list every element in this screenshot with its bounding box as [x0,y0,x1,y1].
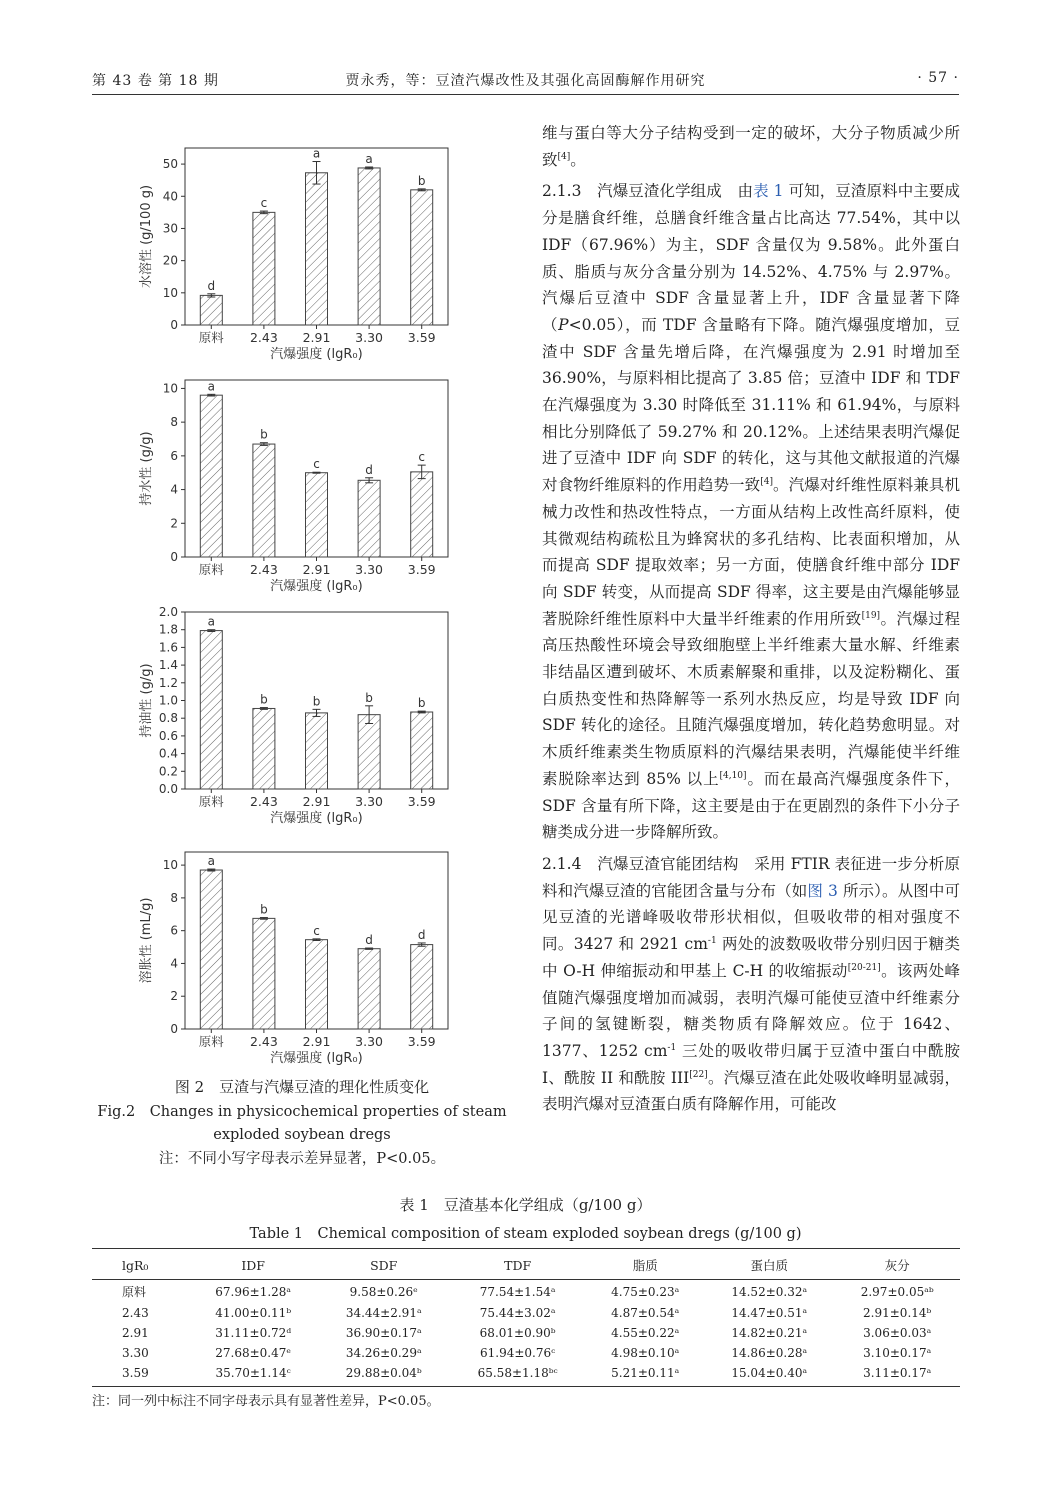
y-tick-label: 1.6 [158,640,178,655]
y-tick-label: 1.2 [158,675,178,690]
y-tick-label: 10 [162,381,178,396]
table-cell: 3.11±0.17ᵃ [834,1363,960,1387]
col-header: 脂质 [586,1249,704,1280]
table-cell: 14.86±0.28ᵃ [731,1346,808,1360]
y-tick-label: 6 [170,923,178,938]
chart-solubility [130,140,460,370]
y-tick-label: 0.2 [158,764,178,779]
x-tick-label: 原料 [198,1034,224,1049]
y-tick-label: 10 [162,858,178,873]
row-label: 2.43 [122,1306,149,1320]
significance-letter: d [207,278,216,293]
y-tick-label: 4 [170,482,178,497]
x-axis-title: 汽爆强度 (lgR₀) [270,347,363,362]
chart-svg [130,372,460,602]
table-cell: 14.47±0.51ᵃ [731,1306,808,1320]
body-paragraph: 维与蛋白等大分子结构受到一定的破坏，大分子物质减少所致[4]。 [542,124,960,169]
bar [253,918,275,1029]
x-tick-label: 3.30 [355,330,384,345]
x-axis-title: 汽爆强度 (lgR₀) [270,1051,363,1066]
y-tick-label: 2.0 [158,605,178,619]
significance-letter: b [365,690,373,705]
table-row [92,1280,960,1304]
col-header: IDF [188,1249,319,1280]
table-cell: 15.04±0.40ᵃ [704,1363,834,1387]
y-tick-label: 1.4 [158,658,178,673]
table-cell: 14.52±0.32ᵃ [731,1284,808,1299]
table-cell: 4.98±0.10ᵃ [611,1346,680,1360]
section-2-1-4: 2.1.4 汽爆豆渣官能团结构 采用 FTIR 表征进一步分析原料和汽爆豆渣的官能团含量与分布（如图 3 所示）。从图中可见豆渣的光谱峰吸收带形状相似，但吸收带的相对强度不同。3427 和 2921 $cm^{-1}$ 两处的波数吸收带分别归因于糖类中 O-H 伸缩振动和甲基上 C-H 的收缩振动[20-21]。该两处峰值随汽爆强度增加而减弱，表明汽爆可能使豆渣中纤维素分子间的氢键断裂，糖类物质有降解效应。位于 1642、1377、1252 $cm^{-1}$ 三处的吸收带归属于豆渣中蛋白中酰胺 I、酰胺 II 和酰胺 III[22]。汽爆豆渣在此处吸收峰明显减弱，表明汽爆对豆渣蛋白质有降解作用，可能改 [542,854,960,1114]
table-cell: 77.54±1.54ᵃ [479,1284,556,1299]
table-cell: 4.75±0.23ᵃ [611,1284,680,1299]
table-cell: 31.11±0.72ᵈ [215,1326,292,1340]
section-2-1-3: 2.1.3 汽爆豆渣化学组成 由表 1 可知，豆渣原料中主要成分是膳食纤维，总膳食纤维含量占比高达 77.54%，其中以 IDF（67.96%）为主，SDF 含量仅为 9.58%。此外蛋白质、脂质与灰分含量分别为 14.52%、4.75% 与 2.97%。汽爆后豆渣中 SDF 含量显著上升，IDF 含量显著下降（P<0.05），而 TDF 含量略有下降。随汽爆强度增加，豆渣中 SDF 含量先增后降，在汽爆强度为 2.91 时增加至 36.90%，与原料相比提高了 3.85 倍；豆渣中 IDF 和 TDF 在汽爆强度为 3.30 时降低至 31.11% 和 61.94%，与原料相比分别降低了 59.27% 和 20.12%。上述结果表明汽爆促进了豆渣中 IDF 向 SDF 的转化，这与其他文献报道的汽爆对食物纤维原料的作用趋势一致[4]。汽爆对纤维性原料兼具机械力改性和热改性特点，一方面从结构上改性高纤原料，使其微观结构疏松且为蜂窝状的多孔结构、比表面积增加，从而提高 SDF 提取效率；另一方面，使膳食纤维中部分 IDF 向 SDF 转变，从而提高 SDF 得率，这主要是由汽爆能够显著脱除纤维性原料中大量半纤维素的作用所致[19]。汽爆过程高压热酸性环境会导致细胞壁上半纤维素大量水解、纤维素非结晶区遭到破坏、木质素解聚和重排，以及淀粉糊化、蛋白质热变性和热降解等一系列水热反应，均是导致 IDF 向 SDF 转化的途径。且随汽爆强度增加，转化趋势愈明显。对木质纤维素类生物质原料的汽爆结果表明，汽爆能使半纤维素脱除率达到 85% 以上[4,10]。而在最高汽爆强度条件下，SDF 含量有所下降，这主要是由于在更剧烈的条件下小分子糖类成分进一步降解所致。 [542,182,960,842]
table-cell: 3.10±0.17ᵃ [863,1346,932,1360]
x-axis-title: 汽爆强度 (lgR₀) [270,579,363,594]
x-tick-label: 2.43 [249,794,278,809]
table-cell: 36.90±0.17ᵃ [345,1326,422,1340]
col-header: 灰分 [834,1249,960,1280]
y-tick-label: 2 [170,516,178,531]
y-tick-label: 8 [170,890,178,905]
y-tick-label: 6 [170,448,178,463]
row-label: 3.59 [92,1363,188,1387]
x-tick-label: 2.91 [302,794,331,809]
y-tick-label: 10 [162,285,178,300]
y-tick-label: 2 [170,989,178,1004]
y-axis-title: 持油性 (g/g) [139,663,154,738]
chart-svg [130,140,460,370]
bar [358,949,380,1029]
y-tick-label: 50 [162,157,178,172]
x-tick-label: 3.59 [407,562,436,577]
bar [306,940,328,1029]
table-cell: 75.44±3.02ᵃ [479,1306,556,1320]
y-tick-label: 1.8 [158,622,178,637]
y-axis-title: 持水性 (g/g) [139,431,154,506]
table-cell: 65.58±1.18ᵇᶜ [449,1363,586,1387]
bar [200,631,222,789]
table-cell: 27.68±0.47ᵉ [215,1346,292,1360]
bar [253,212,275,325]
x-tick-label: 3.59 [407,330,436,345]
significance-letter: b [260,692,268,707]
x-tick-label: 3.59 [407,1034,436,1049]
bar [411,472,433,557]
table-row [92,1303,960,1323]
table-row [92,1323,960,1343]
table-cell: 35.70±1.14ᶜ [188,1363,319,1387]
running-title: 贾永秀，等：豆渣汽爆改性及其强化高固酶解作用研究 [345,73,706,89]
significance-letter: c [313,923,320,938]
bar [411,712,433,789]
x-tick-label: 2.43 [249,1034,278,1049]
figure-caption-en-1: Fig.2 Changes in physicochemical properties of steam [97,1104,507,1120]
y-tick-label: 0.0 [158,782,178,796]
chart-oil-holding [130,604,460,834]
bar [253,708,275,789]
y-tick-label: 40 [162,189,178,204]
y-tick-label: 1.0 [158,693,178,708]
table-header-row [92,1249,960,1280]
table-cell: 14.82±0.21ᵃ [731,1326,808,1340]
row-label: 2.91 [122,1326,149,1340]
col-header: TDF [449,1249,586,1280]
col-header: lgR₀ [92,1249,188,1280]
significance-letter: b [260,427,268,442]
bar [200,870,222,1029]
table-cell: 3.06±0.03ᵃ [863,1326,932,1340]
y-tick-label: 20 [162,253,178,268]
col-header: 蛋白质 [704,1249,834,1280]
bar [306,473,328,557]
table-cell: 2.97±0.05ᵃᵇ [860,1284,934,1299]
table-cell: 2.91±0.14ᵇ [863,1306,932,1320]
x-tick-label: 2.91 [302,1034,331,1049]
table-cell: 34.26±0.29ᵃ [345,1346,422,1360]
chart-swelling [130,844,460,1074]
row-label: 3.30 [122,1346,149,1360]
row-label: 原料 [122,1285,147,1299]
x-tick-label: 原料 [198,794,224,809]
significance-letter: c [418,450,426,465]
chart-svg [130,604,460,834]
table-caption-en: Table 1 Chemical composition of steam exploded soybean dregs (g/100 g) [249,1226,802,1242]
significance-letter: b [417,696,426,711]
bar [200,395,222,557]
x-tick-label: 原料 [198,562,224,577]
col-header: SDF [318,1249,449,1280]
y-tick-label: 0 [170,318,178,332]
body-text-column [542,120,960,1118]
x-tick-label: 3.30 [355,562,384,577]
y-tick-label: 0.8 [158,711,178,726]
header-rule [92,94,959,95]
table-cell: 4.87±0.54ᵃ [611,1306,680,1320]
bar [306,173,328,325]
significance-letter: c [313,457,320,472]
table-caption-cn: 表 1 豆渣基本化学组成（g/100 g） [399,1196,652,1214]
table-cell: 41.00±0.11ᵇ [215,1306,292,1320]
y-axis-title: 水溶性 (g/100 g) [139,184,154,289]
bar [358,168,380,325]
bar [306,713,328,789]
figure-caption-en-2: exploded soybean dregs [213,1127,391,1143]
y-tick-label: 8 [170,415,178,430]
x-tick-label: 3.30 [355,1034,384,1049]
bar [411,190,433,325]
y-tick-label: 0.4 [158,746,178,761]
table-row [92,1343,960,1363]
significance-letter: c [260,196,268,211]
table-cell: 9.58±0.26ᵉ [349,1284,418,1299]
significance-letter: b [312,694,321,709]
significance-letter: d [417,927,426,942]
significance-letter: d [365,933,373,948]
chart-water-holding [130,372,460,602]
x-axis-title: 汽爆强度 (lgR₀) [270,811,363,826]
figure-caption-cn: 图 2 豆渣与汽爆豆渣的理化性质变化 [174,1078,430,1096]
y-tick-label: 0 [170,1022,178,1036]
significance-letter: a [207,854,215,869]
bar [358,715,380,789]
x-tick-label: 2.91 [302,562,331,577]
table-note: 注：同一列中标注不同字母表示具有显著性差异，P<0.05。 [92,1394,440,1409]
y-tick-label: 0 [170,550,178,564]
x-tick-label: 原料 [198,330,224,345]
x-tick-label: 2.43 [249,330,278,345]
table-cell: 34.44±2.91ᵃ [345,1306,422,1320]
y-axis-title: 溶胀性 (mL/g) [139,897,154,984]
significance-letter: a [207,614,215,629]
composition-table [92,1248,960,1387]
x-tick-label: 3.59 [407,794,436,809]
page-number: · 57 · [917,70,959,86]
table-cell: 67.96±1.28ᵃ [215,1284,292,1299]
table-cell: 68.01±0.90ᵇ [479,1326,556,1340]
bar [200,295,222,325]
bar [411,945,433,1029]
table-cell: 5.21±0.11ᵃ [586,1363,704,1387]
x-tick-label: 3.30 [355,794,384,809]
significance-letter: a [365,151,373,166]
significance-letter: a [312,146,321,161]
significance-letter: a [207,379,215,394]
figure-note: 注：不同小写字母表示差异显著，P<0.05。 [158,1151,446,1167]
journal-issue: 第 43 卷 第 18 期 [92,73,219,89]
table-cell: 29.88±0.04ᵇ [318,1363,449,1387]
chart-svg [130,844,460,1074]
bar [358,480,380,557]
y-tick-label: 4 [170,956,178,971]
significance-letter: b [417,173,426,188]
table-cell: 4.55±0.22ᵃ [611,1326,680,1340]
table-row [92,1363,960,1387]
x-tick-label: 2.43 [249,562,278,577]
bar [253,444,275,557]
y-tick-label: 0.6 [158,728,178,743]
table-cell: 61.94±0.76ᶜ [480,1346,556,1360]
y-tick-label: 30 [162,221,178,236]
x-tick-label: 2.91 [302,330,331,345]
significance-letter: d [365,462,373,477]
significance-letter: b [260,902,268,917]
